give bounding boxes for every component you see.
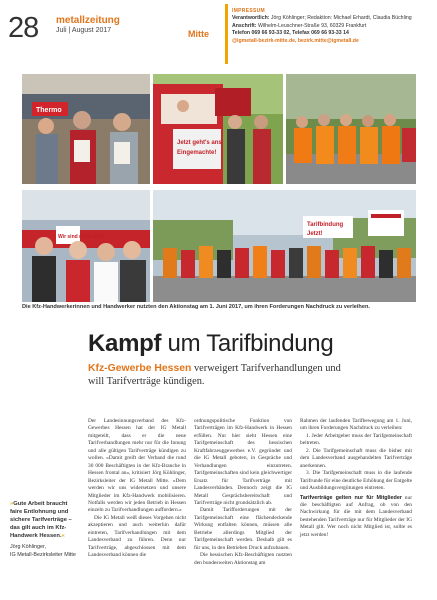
- quote-open-icon: »: [10, 501, 14, 507]
- photo-info-stand: [153, 74, 283, 184]
- shop-sign-text: Thermo: [36, 107, 62, 114]
- impressum-label-responsible: Verantwortlich:: [232, 15, 270, 22]
- col3-demand-3: 3. Die Tarifgemeinschaft muss in die laufende Tarifrunde für eine deutliche Erhöhung der Entgelte und Ausbildungsvergütungen eintreten.: [300, 470, 412, 492]
- protest-sign-text: Wir sind mehr wert!: [58, 234, 105, 240]
- article-column-3: [300, 418, 412, 539]
- col2-para-1: ordnungspolitische Funktion von Tarifverträgen im Kfz-Handwerk in Hessen erfüllen. Nur hier sieht Hessen eine Tarifgemeinschaft des hessischen Kraftfahrzeuggewerbes e.V. gegründet und die IG Metall geboten, in Gespräche und Verhandlungen einzutreten. Tarifgemeinschaften sind kein gleichwertiger Ersatz für Tarifverträge mit Landesverbänden. Dennoch zeigt die IG Metall Gesprächsbereitschaft und Tarifverträge nicht grundsätzlich ab.: [194, 418, 292, 506]
- col3-para-last: nur die beschäftigten auf Anfrag, ob von den Nachwirkung für die mit dem Landesverband bestehenden Tarifverträge nur für Mitglieder der IG Metall gilt. Wer noch nicht Mitglied ist, sollte es jetzt werden!: [300, 494, 412, 538]
- impressum-phone: Telefon 069 66 93-33 02, Telefax 069 66 93-33 14: [232, 30, 349, 37]
- subline-text: verweigert Tarifverhandlungen und will Tarifverträge kündigen.: [88, 363, 341, 387]
- page-number: 28: [8, 12, 39, 44]
- impressum: [232, 8, 432, 45]
- col1-para-1: Der Landesinnungsverband des Kfz-Gewerbes Hessen hat der IG Metall mitgeteilt, dass er die neue Tarifverhandlungen mehr nur für die Innung und alle gültigen Tarifverträge kündigen zu wollen. »Damit greift der Verband die rund 30 000 Beschäftigten in der Kfz-Branche in Hessen frontal an«, kritisiert Jörg Köhlinger, Bezirksleiter der IG Metall Mitte. »Dem werden wir uns widersetzen und unsere Mitglieder im Kfz-Handwerk mobilisieren. Notfalls werden wir jeden Betrieb in Hessen einzeln zu Tarifverhandlungen auffordern.«: [88, 418, 186, 514]
- article-column-1: [88, 418, 186, 560]
- quote-text: Gute Arbeit braucht faire Entlohnung und sichere Tarifverträge – das gilt auch im Kfz-Handwerk Hessen.: [10, 501, 72, 539]
- impressum-title: IMPRESSUM: [232, 8, 265, 14]
- headline-light: um Tarifbindung: [161, 330, 334, 357]
- banner-text-line1: Tarifbindung: [307, 222, 344, 228]
- page-header: [0, 0, 437, 70]
- article-subline: [88, 362, 348, 388]
- quote-role: IG Metall-Bezirksleiter Mitte: [10, 552, 76, 558]
- pull-quote: [10, 500, 78, 559]
- banner-text-line2: Jetzt!: [307, 231, 323, 237]
- article-headline: [88, 330, 333, 358]
- col2-para-3: Die hessischen Kfz-Beschäftigten nutzten den bundesweiten Aktionstag am: [194, 552, 292, 566]
- photo-demonstration: [153, 190, 416, 302]
- photo-women-with-sign: [22, 190, 150, 302]
- accent-divider: [225, 4, 228, 64]
- col3-subhead: Tarifverträge gelten nur für Mitglieder: [300, 494, 402, 501]
- quote-author: Jörg Köhlinger,: [10, 544, 46, 550]
- col1-para-2: Die IG Metall weiß dieses Vorgehen nicht akzeptieren und auch weiterhin dafür eintreten, Tarifverhandlungen mit dem Landesverband zu führen. Denn nur Tarifverträge, abgeschlossen mit dem Landesverband können die: [88, 514, 186, 559]
- stand-banner-line1: Jetzt geht's ans: [177, 140, 222, 146]
- issue-date: Juli | August 2017: [56, 27, 112, 34]
- col2-para-2: Damit Tarifforderungen mit der Tarifgemeinschaft eine flächendeckende Wirkung entfalten können, müssen alle Betriebe allerdings Mitglied der Tarifgemeinschaft werden. Deshalb gilt es für uns, in den Betrieben Druck aufzubauen.: [194, 507, 292, 551]
- impressum-email: @igmetall-bezirk-mitte.de, bezirk.mitte@igmetall.de: [232, 37, 359, 44]
- impressum-responsible: Jörg Köhlinger; Redaktion: Michael Erhardt, Claudia Büchling: [269, 15, 412, 22]
- photo-group-orange-vests: [286, 74, 416, 184]
- col3-demand-2: 2. Die Tarifgemeinschaft muss die bisher mit dem Landesverband ausgehandelten Tarifverträge anerkennen.: [300, 447, 412, 469]
- brand-logo: metallzeitung: [56, 15, 120, 26]
- headline-bold: Kampf: [88, 330, 162, 357]
- region-label: Mitte: [188, 29, 209, 39]
- quote-close-icon: «: [61, 533, 65, 539]
- photo-members-with-flyers: [22, 74, 150, 184]
- photo-caption: Die Kfz-Handwerkerinnen und Handwerker nutzten den Aktionstag am 1. Juni 2017, um ihren Forderungen Nachdruck zu verleihen.: [22, 304, 370, 310]
- impressum-label-address: Anschrift:: [232, 22, 257, 29]
- col3-demand-1: 1. Jeder Arbeitgeber muss der Tarifgemeinschaft beitreten.: [300, 432, 412, 447]
- col3-para-1: Rahmen der laufenden Tarifbewegung am 1. Juni, um ihren Forderungen Nachdruck zu verleihen:: [300, 418, 412, 432]
- impressum-address: Wilhelm-Leuschner-Straße 93, 60329 Frankfurt: [256, 22, 367, 29]
- article-column-2: [194, 418, 292, 567]
- subline-accent: Kfz-Gewerbe Hessen: [88, 363, 192, 374]
- stand-banner-line2: Eingemachte!: [177, 150, 217, 156]
